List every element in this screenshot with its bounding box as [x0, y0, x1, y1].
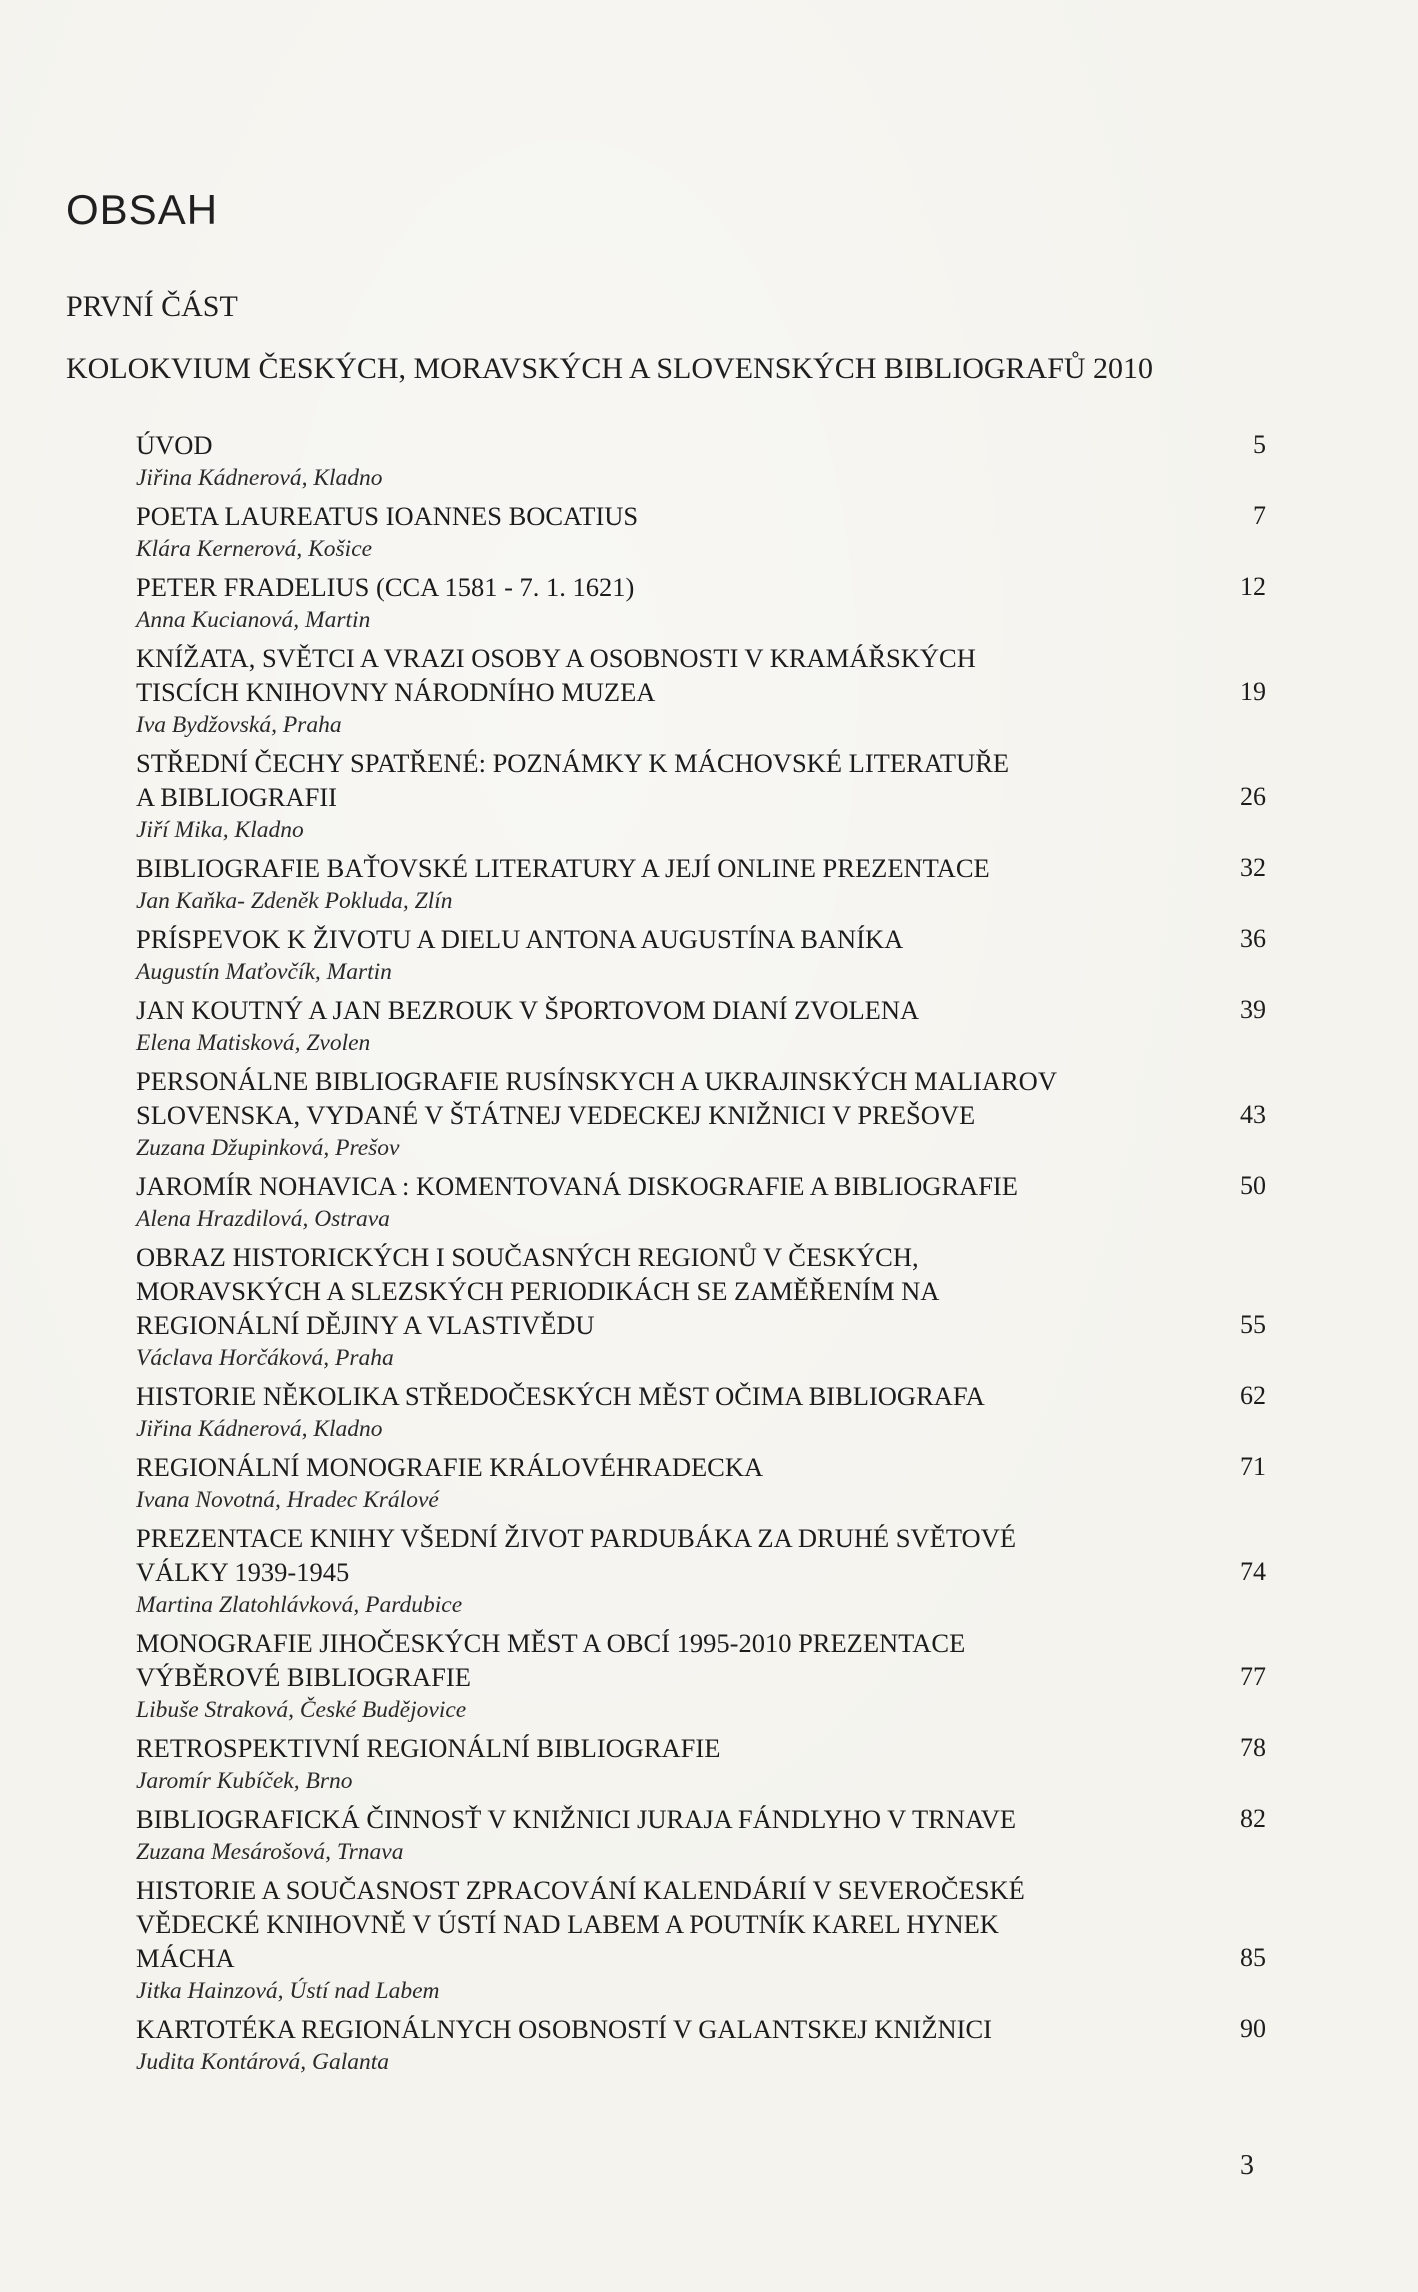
- toc-entry: [136, 993, 1266, 1059]
- toc-entry-title: BIBLIOGRAFICKÁ ČINNOSŤ V KNIŽNICI JURAJA FÁNDLYHO V TRNAVE: [136, 1804, 1017, 1834]
- toc-entry-row: [136, 746, 1266, 814]
- toc-entry-row: [136, 1873, 1266, 1975]
- toc-entry: [136, 1873, 1266, 2007]
- toc-entry-title: PERSONÁLNE BIBLIOGRAFIE RUSÍNSKYCH A UKRAJINSKÝCH MALIAROV SLOVENSKA, VYDANÉ V ŠTÁTNEJ VEDECKEJ KNIŽNICI V PREŠOVE: [136, 1066, 1057, 1130]
- toc-entry-author: Zuzana Mesárošová, Trnava: [136, 1839, 404, 1865]
- toc-entry-row: [136, 1240, 1266, 1342]
- toc-entry: [136, 1802, 1266, 1868]
- toc-entry-author: Anna Kucianová, Martin: [136, 607, 371, 633]
- toc-entry: [136, 1450, 1266, 1516]
- toc-entry: [136, 1240, 1266, 1374]
- toc-entry-page: 55: [1240, 1310, 1266, 1339]
- section-title: KOLOKVIUM ČESKÝCH, MORAVSKÝCH A SLOVENSKÝCH BIBLIOGRAFŮ 2010: [66, 352, 1154, 385]
- toc-entry-author: Ivana Novotná, Hradec Králové: [136, 1487, 439, 1513]
- toc-entry-row: [136, 851, 1266, 885]
- toc-entry-page: 36: [1240, 924, 1266, 953]
- toc-entry-title: MONOGRAFIE JIHOČESKÝCH MĚST A OBCÍ 1995-2010 PREZENTACE VÝBĚROVÉ BIBLIOGRAFIE: [136, 1628, 966, 1692]
- toc-entry-author: Alena Hrazdilová, Ostrava: [136, 1206, 390, 1232]
- toc-entry: [136, 428, 1266, 494]
- toc-entry-author: Jitka Hainzová, Ústí nad Labem: [136, 1978, 440, 2004]
- toc-entry-title: HISTORIE A SOUČASNOST ZPRACOVÁNÍ KALENDÁRIÍ V SEVEROČESKÉ VĚDECKÉ KNIHOVNĚ V ÚSTÍ NAD LABEM A POUTNÍK KAREL HYNEK MÁCHA: [136, 1875, 1025, 1973]
- toc-entry-row: [136, 922, 1266, 956]
- toc-entry: [136, 2012, 1266, 2078]
- toc-entry: [136, 1626, 1266, 1726]
- toc-entry: [136, 1169, 1266, 1235]
- toc-entry-author: Libuše Straková, České Budějovice: [136, 1697, 467, 1723]
- toc-entry-row: [136, 1626, 1266, 1694]
- toc-entry-title: BIBLIOGRAFIE BAŤOVSKÉ LITERATURY A JEJÍ ONLINE PREZENTACE: [136, 853, 990, 883]
- toc-entry-page: 77: [1240, 1662, 1266, 1691]
- toc-entry-title: REGIONÁLNÍ MONOGRAFIE KRÁLOVÉHRADECKA: [136, 1452, 764, 1482]
- toc-entry-row: [136, 641, 1266, 709]
- toc-entry-title: OBRAZ HISTORICKÝCH I SOUČASNÝCH REGIONŮ V ČESKÝCH, MORAVSKÝCH A SLEZSKÝCH PERIODIKÁCH SE ZAMĚŘENÍM NA REGIONÁLNÍ DĚJINY A VLASTIVĚDU: [136, 1242, 940, 1340]
- toc-entry-title: STŘEDNÍ ČECHY SPATŘENÉ: POZNÁMKY K MÁCHOVSKÉ LITERATUŘE A BIBLIOGRAFII: [136, 748, 1010, 812]
- toc-entry: [136, 641, 1266, 741]
- table-of-contents: [136, 428, 1266, 2083]
- toc-entry-title: PETER FRADELIUS (CCA 1581 - 7. 1. 1621): [136, 572, 635, 602]
- toc-entry: [136, 922, 1266, 988]
- toc-entry-row: [136, 1450, 1266, 1484]
- toc-entry-author: Augustín Maťovčík, Martin: [136, 959, 392, 985]
- toc-entry-author: Václava Horčáková, Praha: [136, 1345, 394, 1371]
- toc-entry-row: [136, 428, 1266, 462]
- toc-entry-row: [136, 570, 1266, 604]
- toc-entry: [136, 1521, 1266, 1621]
- toc-entry-page: 74: [1240, 1557, 1266, 1586]
- toc-entry-row: [136, 1521, 1266, 1589]
- toc-entry-row: [136, 1802, 1266, 1836]
- toc-entry-page: 78: [1240, 1733, 1266, 1762]
- toc-entry-page: 82: [1240, 1804, 1266, 1833]
- toc-entry-title: RETROSPEKTIVNÍ REGIONÁLNÍ BIBLIOGRAFIE: [136, 1733, 721, 1763]
- toc-entry: [136, 1379, 1266, 1445]
- toc-entry-row: [136, 2012, 1266, 2046]
- toc-entry-page: 71: [1240, 1452, 1266, 1481]
- toc-entry: [136, 570, 1266, 636]
- toc-entry-page: 5: [1253, 430, 1266, 459]
- toc-entry-row: [136, 1379, 1266, 1413]
- toc-entry-page: 39: [1240, 995, 1266, 1024]
- toc-entry-author: Judita Kontárová, Galanta: [136, 2049, 390, 2075]
- toc-entry-author: Zuzana Džupinková, Prešov: [136, 1135, 400, 1161]
- toc-entry-page: 19: [1240, 677, 1266, 706]
- toc-entry-title: ÚVOD: [136, 430, 213, 460]
- toc-entry-page: 90: [1240, 2014, 1266, 2043]
- toc-entry-title: KARTOTÉKA REGIONÁLNYCH OSOBNOSTÍ V GALANTSKEJ KNIŽNICI: [136, 2014, 992, 2044]
- toc-entry: [136, 851, 1266, 917]
- toc-entry-author: Jiřina Kádnerová, Kladno: [136, 1416, 383, 1442]
- toc-entry-row: [136, 499, 1266, 533]
- toc-entry-page: 32: [1240, 853, 1266, 882]
- toc-entry-row: [136, 1169, 1266, 1203]
- toc-entry: [136, 1731, 1266, 1797]
- toc-entry-page: 7: [1253, 501, 1266, 530]
- page-number: 3: [1240, 2150, 1254, 2181]
- toc-entry-page: 26: [1240, 782, 1266, 811]
- toc-entry: [136, 1064, 1266, 1164]
- toc-entry-author: Jiřina Kádnerová, Kladno: [136, 465, 383, 491]
- toc-entry-row: [136, 1064, 1266, 1132]
- toc-entry-page: 62: [1240, 1381, 1266, 1410]
- toc-entry: [136, 499, 1266, 565]
- toc-entry-row: [136, 1731, 1266, 1765]
- toc-entry-page: 43: [1240, 1100, 1266, 1129]
- part-title: PRVNÍ ČÁST: [66, 290, 238, 323]
- toc-entry-title: HISTORIE NĚKOLIKA STŘEDOČESKÝCH MĚST OČIMA BIBLIOGRAFA: [136, 1381, 985, 1411]
- toc-entry-title: PREZENTACE KNIHY VŠEDNÍ ŽIVOT PARDUBÁKA ZA DRUHÉ SVĚTOVÉ VÁLKY 1939-1945: [136, 1523, 1017, 1587]
- toc-entry-page: 85: [1240, 1943, 1266, 1972]
- toc-entry-author: Iva Bydžovská, Praha: [136, 712, 342, 738]
- toc-entry-page: 12: [1240, 572, 1266, 601]
- toc-entry-title: JAROMÍR NOHAVICA : KOMENTOVANÁ DISKOGRAFIE A BIBLIOGRAFIE: [136, 1171, 1018, 1201]
- toc-entry-title: POETA LAUREATUS IOANNES BOCATIUS: [136, 501, 639, 531]
- toc-entry: [136, 746, 1266, 846]
- toc-entry-author: Elena Matisková, Zvolen: [136, 1030, 371, 1056]
- toc-entry-author: Jan Kaňka- Zdeněk Pokluda, Zlín: [136, 888, 453, 914]
- toc-entry-author: Jiří Mika, Kladno: [136, 817, 304, 843]
- toc-entry-author: Jaromír Kubíček, Brno: [136, 1768, 353, 1794]
- toc-entry-title: JAN KOUTNÝ A JAN BEZROUK V ŠPORTOVOM DIANÍ ZVOLENA: [136, 995, 920, 1025]
- toc-entry-row: [136, 993, 1266, 1027]
- toc-entry-author: Martina Zlatohlávková, Pardubice: [136, 1592, 463, 1618]
- contents-heading: OBSAH: [66, 186, 219, 233]
- toc-entry-title: PRÍSPEVOK K ŽIVOTU A DIELU ANTONA AUGUSTÍNA BANÍKA: [136, 924, 904, 954]
- toc-entry-author: Klára Kernerová, Košice: [136, 536, 373, 562]
- toc-entry-title: KNÍŽATA, SVĚTCI A VRAZI OSOBY A OSOBNOSTI V KRAMÁŘSKÝCH TISCÍCH KNIHOVNY NÁRODNÍHO MUZEA: [136, 643, 976, 707]
- toc-entry-page: 50: [1240, 1171, 1266, 1200]
